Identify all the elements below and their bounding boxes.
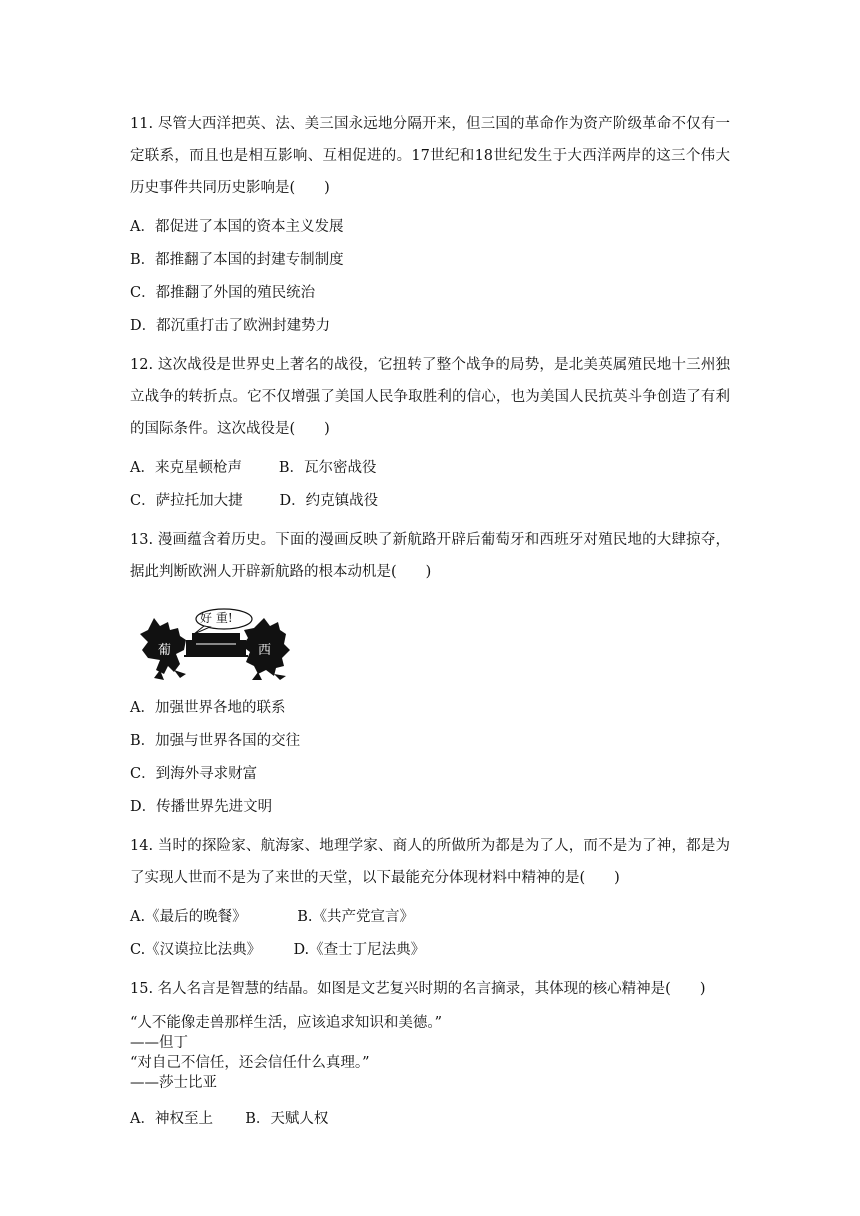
question-stem: 15. 名人名言是智慧的结晶。如图是文艺复兴时期的名言摘录，其体现的核心精神是( ) <box>130 981 706 997</box>
speech-bubble-text: 好 重! <box>200 611 233 625</box>
spain-label: 西 <box>258 643 272 658</box>
option-row-ab[interactable]: A.《最后的晚餐》 B.《共产党宣言》 <box>130 909 415 925</box>
option-b[interactable]: B．加强与世界各国的交往 <box>130 733 301 749</box>
quote-author-dante: ——但丁 <box>130 1035 188 1051</box>
question-12 <box>130 349 730 511</box>
question-list <box>130 108 730 1129</box>
question-14 <box>130 830 730 960</box>
question-13 <box>130 524 730 817</box>
portugal-label: 葡 <box>158 643 172 658</box>
option-row-ab[interactable]: A．来克星顿枪声 B．瓦尔密战役 <box>130 460 377 476</box>
option-c[interactable]: C．都推翻了外国的殖民统治 <box>130 285 316 301</box>
option-a[interactable]: A．加强世界各地的联系 <box>130 700 286 716</box>
option-d[interactable]: D．传播世界先进文明 <box>130 799 273 815</box>
quote-shakespeare: “对自己不信任，还会信任什么真理。” <box>130 1055 370 1071</box>
question-stem: 13. 漫画蕴含着历史。下面的漫画反映了新航路开辟后葡萄牙和西班牙对殖民地的大肆掠夺，据此判断欧洲人开辟新航路的根本动机是( ) <box>130 532 730 580</box>
question-stem: 11. 尽管大西洋把英、法、美三国永远地分隔开来，但三国的革命作为资产阶级革命不仅有一定联系，而且也是相互影响、互相促进的。17世纪和18世纪发生于大西洋两岸的这三个伟大历史事件共同历史影响是( ) <box>130 116 730 196</box>
question-15 <box>130 973 730 1129</box>
quote-dante: “人不能像走兽那样生活，应该追求知识和美德。” <box>130 1015 443 1031</box>
option-c[interactable]: C．到海外寻求财富 <box>130 766 258 782</box>
option-a[interactable]: A．都促进了本国的资本主义发展 <box>130 219 344 235</box>
cartoon-image <box>134 606 294 682</box>
question-stem: 12. 这次战役是世界史上著名的战役，它扭转了整个战争的局势，是北美英属殖民地十三州独立战争的转折点。它不仅增强了美国人民争取胜利的信心，也为美国人民抗英斗争创造了有利的国际条件。这次战役是( ) <box>130 357 730 437</box>
question-11 <box>130 108 730 336</box>
option-row-cd[interactable]: C．萨拉托加大捷 D．约克镇战役 <box>130 493 379 509</box>
quote-author-shakespeare: ——莎士比亚 <box>130 1075 217 1091</box>
question-stem: 14. 当时的探险家、航海家、地理学家、商人的所做所为都是为了人，而不是为了神，都是为了实现人世而不是为了来世的天堂，以下最能充分体现材料中精神的是( ) <box>130 838 730 886</box>
option-row-cd[interactable]: C.《汉谟拉比法典》 D.《查士丁尼法典》 <box>130 942 426 958</box>
option-d[interactable]: D．都沉重打击了欧洲封建势力 <box>130 318 331 334</box>
option-row-ab[interactable]: A．神权至上 B．天赋人权 <box>130 1111 329 1127</box>
quote-block <box>130 1013 730 1093</box>
option-b[interactable]: B．都推翻了本国的封建专制制度 <box>130 252 344 268</box>
